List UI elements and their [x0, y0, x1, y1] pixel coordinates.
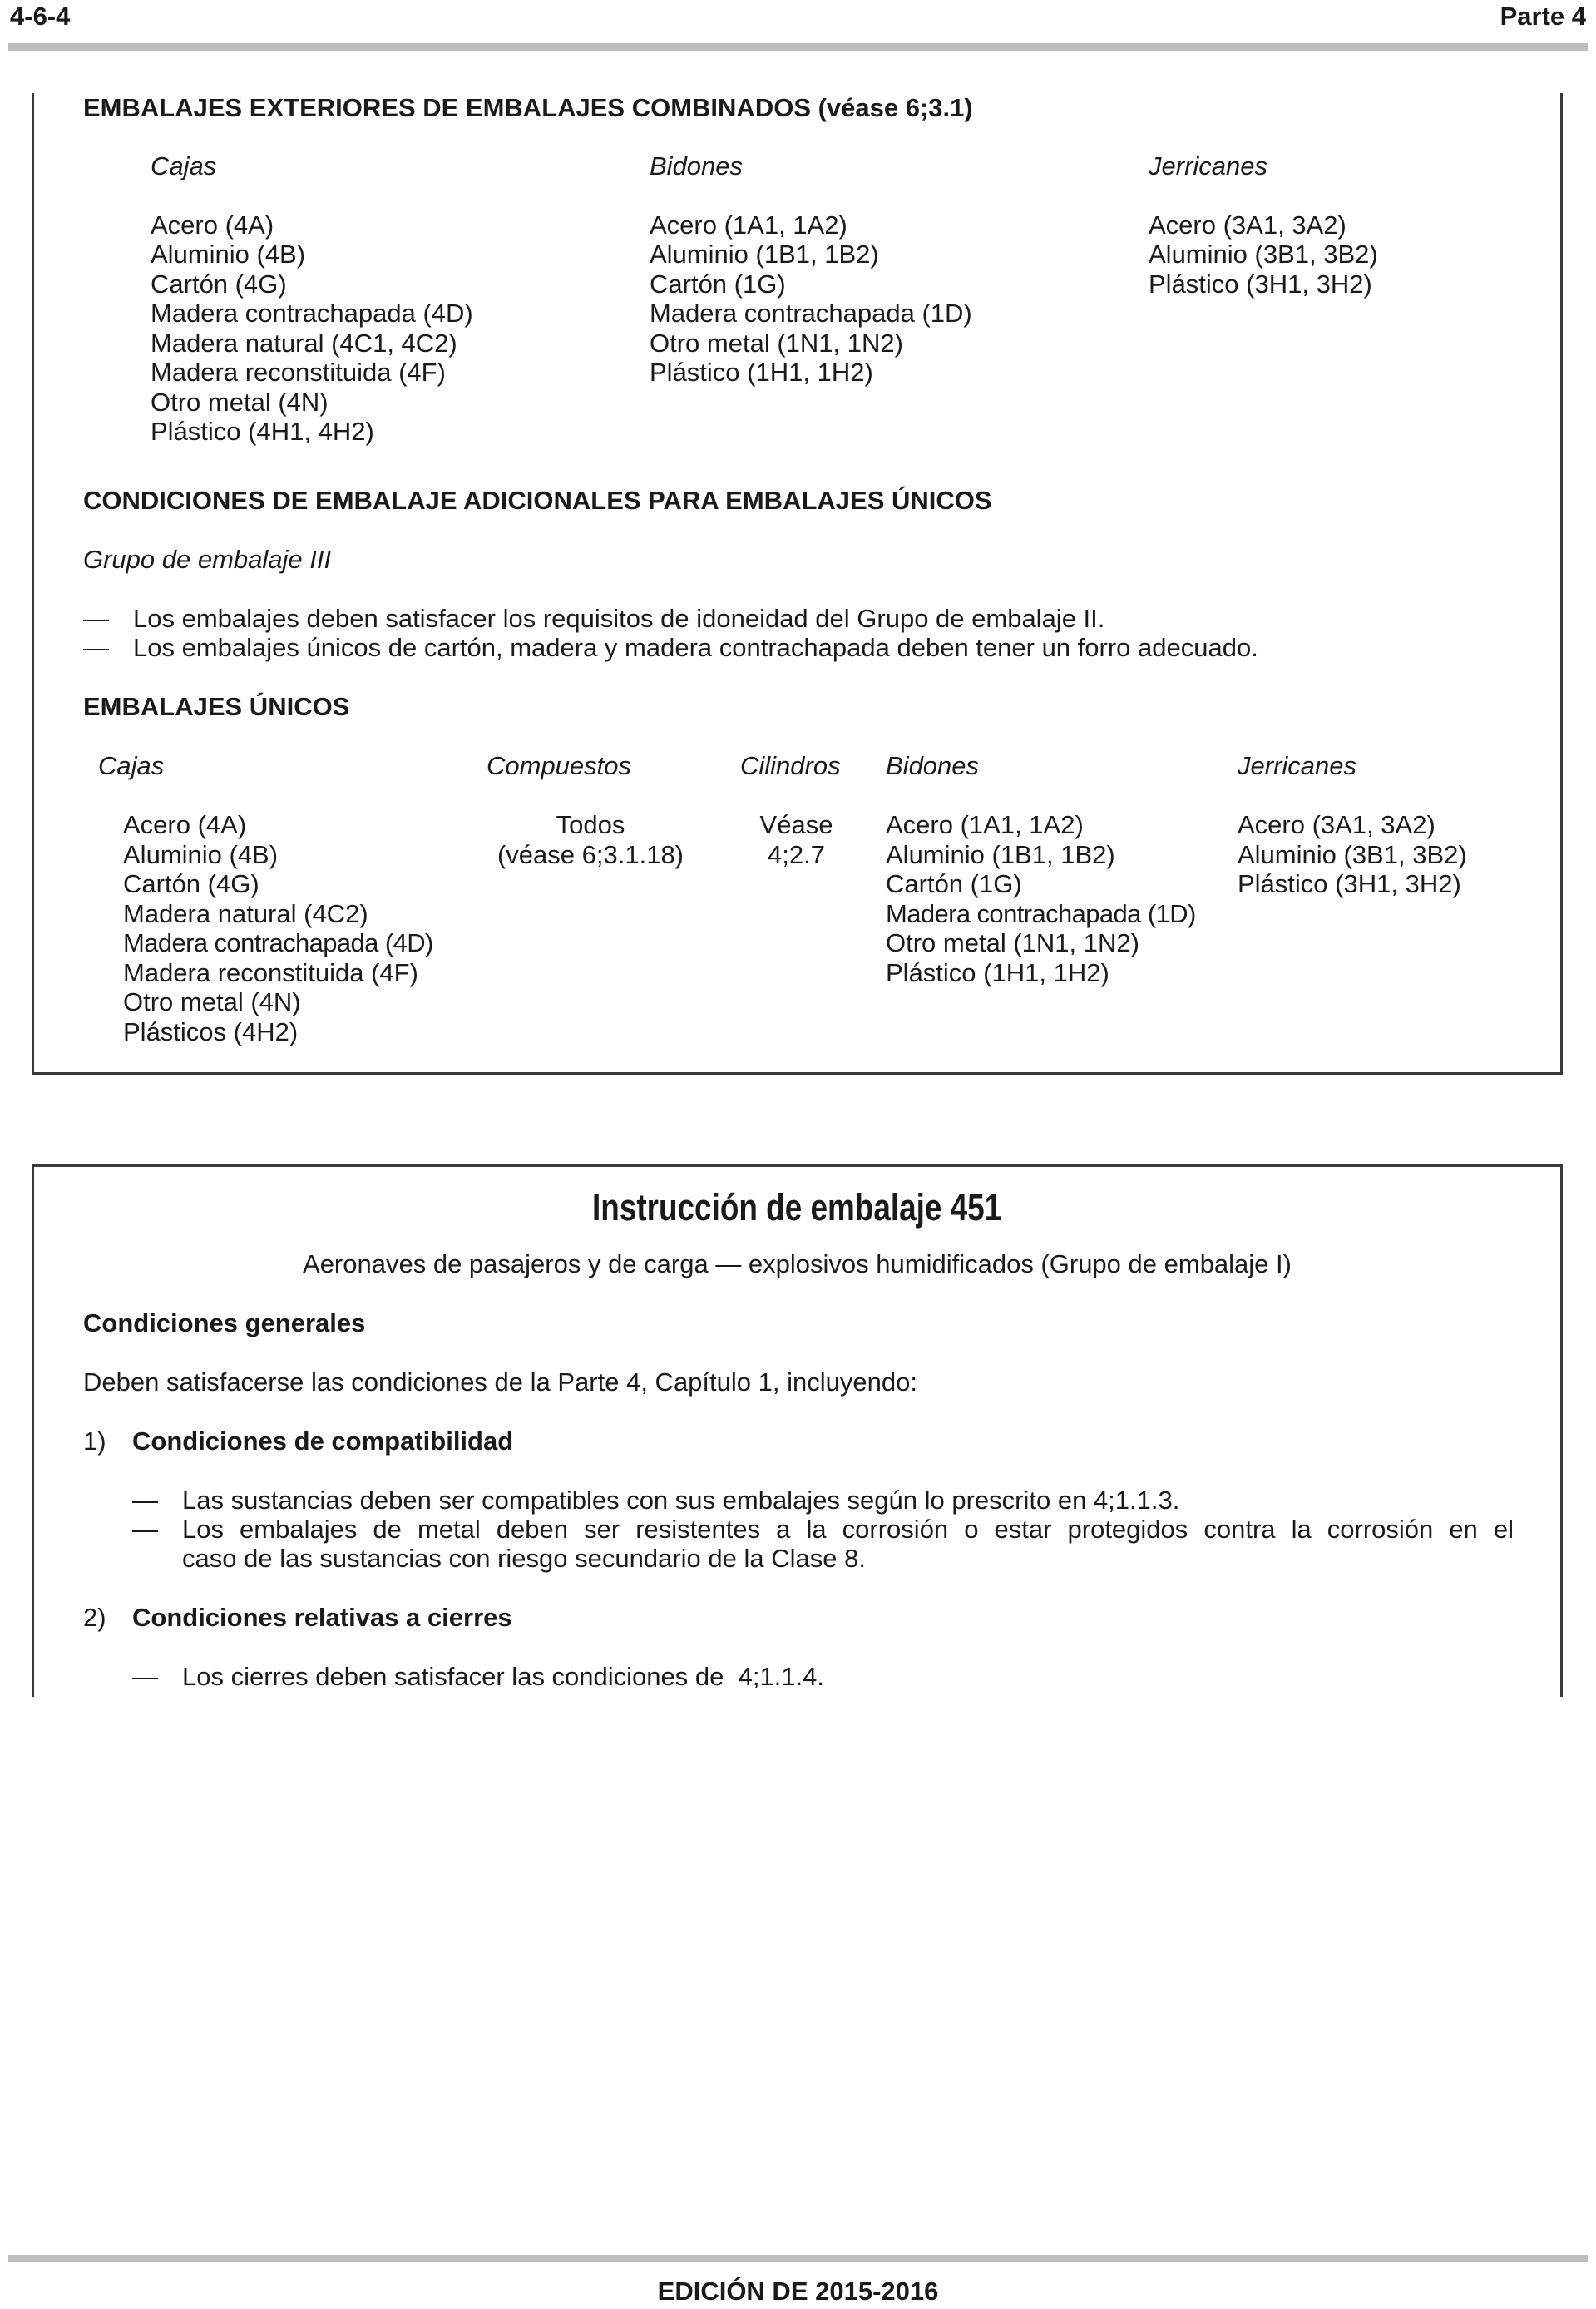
list-item: Madera contrachapada (1D)	[650, 299, 972, 328]
list-item: Acero (4A)	[151, 210, 274, 240]
list-item: Madera natural (4C1, 4C2)	[151, 328, 457, 358]
list-item: Otro metal (4N)	[151, 387, 329, 417]
outer-column-cajas	[151, 151, 473, 447]
instruction-title: Instrucción de embalaje 451	[592, 1186, 1002, 1229]
list-item: Aluminio (3B1, 3B2)	[1149, 240, 1378, 269]
column-heading: Jerricanes	[1238, 751, 1356, 780]
column-heading: Cajas	[151, 151, 217, 180]
list-item: Aluminio (1B1, 1B2)	[886, 839, 1115, 869]
list-item: Madera contrachapada (4D)	[151, 299, 473, 328]
list-item: Véase	[759, 810, 833, 839]
list-item: Acero (1A1, 1A2)	[650, 210, 847, 240]
dash-bullet: —	[132, 1515, 158, 1544]
list-item: Acero (3A1, 3A2)	[1238, 810, 1435, 839]
column-heading: Compuestos	[487, 751, 632, 780]
list-item: Plástico (1H1, 1H2)	[886, 957, 1109, 987]
footer-rule	[8, 2255, 1588, 2262]
general-conditions-heading: Condiciones generales	[83, 1308, 366, 1337]
list-item: Cartón (1G)	[886, 869, 1022, 898]
bullet-text-line-1: Los embalajes de metal deben ser resistentes a la corrosión o estar protegidos contra la corrosión en el	[182, 1515, 1514, 1544]
list-item: Acero (1A1, 1A2)	[886, 810, 1084, 839]
page-number: 4-6-4	[10, 2, 71, 31]
item-number: 1)	[83, 1426, 106, 1456]
closures-heading: Condiciones relativas a cierres	[132, 1603, 512, 1632]
outer-packagings-title: EMBALAJES EXTERIORES DE EMBALAJES COMBINADOS (véase 6;3.1)	[83, 93, 973, 122]
dash-bullet: —	[83, 633, 109, 662]
list-item: Cartón (4G)	[123, 869, 259, 898]
list-item: Otro metal (4N)	[123, 987, 301, 1016]
single-column-cilindros	[740, 810, 852, 869]
list-item: 4;2.7	[768, 839, 825, 869]
intro-text: Deben satisfacerse las condiciones de la Parte 4, Capítulo 1, incluyendo:	[83, 1367, 917, 1397]
edition-label: EDICIÓN DE 2015-2016	[657, 2277, 939, 2306]
list-item: Madera reconstituida (4F)	[151, 358, 446, 387]
header-rule	[8, 43, 1588, 51]
outer-column-jerricanes	[1149, 151, 1378, 299]
list-item: Madera reconstituida (4F)	[123, 957, 418, 987]
instruction-title-wrap	[32, 1186, 1563, 1229]
column-heading: Cajas	[98, 751, 165, 780]
bullet-text: Las sustancias deben ser compatibles con sus embalajes según lo prescrito en 4;1.1.3.	[182, 1486, 1180, 1515]
part-label: Parte 4	[1500, 2, 1586, 31]
list-item: Plástico (3H1, 3H2)	[1149, 269, 1372, 299]
bullet-text: Los embalajes únicos de cartón, madera y madera contrachapada deben tener un forro adecuado.	[133, 633, 1258, 662]
list-item: Madera contrachapada (4D)	[123, 928, 433, 957]
dash-bullet: —	[83, 604, 109, 633]
list-item: (véase 6;3.1.18)	[497, 839, 684, 869]
bullet-text: Los cierres deben satisfacer las condiciones de 4;1.1.4.	[182, 1662, 825, 1691]
list-item: Plástico (3H1, 3H2)	[1238, 869, 1461, 898]
list-item: Otro metal (1N1, 1N2)	[650, 328, 903, 358]
bullet-text-line-2: caso de las sustancias con riesgo secundario de la Clase 8.	[182, 1544, 866, 1573]
column-heading: Bidones	[650, 151, 744, 180]
dash-bullet: —	[132, 1486, 158, 1515]
compatibility-heading: Condiciones de compatibilidad	[132, 1426, 514, 1456]
column-heading: Bidones	[886, 751, 980, 780]
column-heading: Jerricanes	[1149, 151, 1267, 180]
dash-bullet: —	[132, 1662, 158, 1691]
instruction-subtitle: Aeronaves de pasajeros y de carga — explosivos humidificados (Grupo de embalaje I)	[303, 1249, 1292, 1278]
single-column-cajas	[123, 810, 433, 1046]
list-item: Cartón (4G)	[151, 269, 287, 299]
list-item: Cartón (1G)	[650, 269, 786, 299]
packing-group-label: Grupo de embalaje III	[83, 545, 332, 574]
additional-conditions-title: CONDICIONES DE EMBALAJE ADICIONALES PARA EMBALAJES ÚNICOS	[83, 486, 992, 515]
list-item: Plástico (1H1, 1H2)	[650, 358, 873, 387]
list-item: Acero (3A1, 3A2)	[1149, 210, 1346, 240]
single-column-compuestos	[487, 810, 694, 869]
single-column-jerricanes	[1238, 810, 1467, 899]
list-item: Todos	[556, 810, 625, 839]
single-column-bidones	[886, 810, 1196, 987]
list-item: Plástico (4H1, 4H2)	[151, 417, 374, 446]
list-item: Otro metal (1N1, 1N2)	[886, 928, 1139, 957]
list-item: Aluminio (1B1, 1B2)	[650, 240, 879, 269]
list-item: Aluminio (3B1, 3B2)	[1238, 839, 1467, 869]
list-item: Aluminio (4B)	[123, 839, 279, 869]
column-heading: Cilindros	[740, 751, 841, 780]
list-item: Madera contrachapada (1D)	[886, 898, 1196, 928]
list-item: Plásticos (4H2)	[123, 1016, 299, 1046]
outer-column-bidones	[650, 151, 972, 388]
list-item: Aluminio (4B)	[151, 240, 306, 269]
list-item: Acero (4A)	[123, 810, 247, 839]
single-packagings-title: EMBALAJES ÚNICOS	[83, 692, 350, 721]
list-item: Madera natural (4C2)	[123, 898, 368, 928]
item-number: 2)	[83, 1603, 106, 1632]
bullet-text: Los embalajes deben satisfacer los requisitos de idoneidad del Grupo de embalaje II.	[133, 604, 1105, 633]
